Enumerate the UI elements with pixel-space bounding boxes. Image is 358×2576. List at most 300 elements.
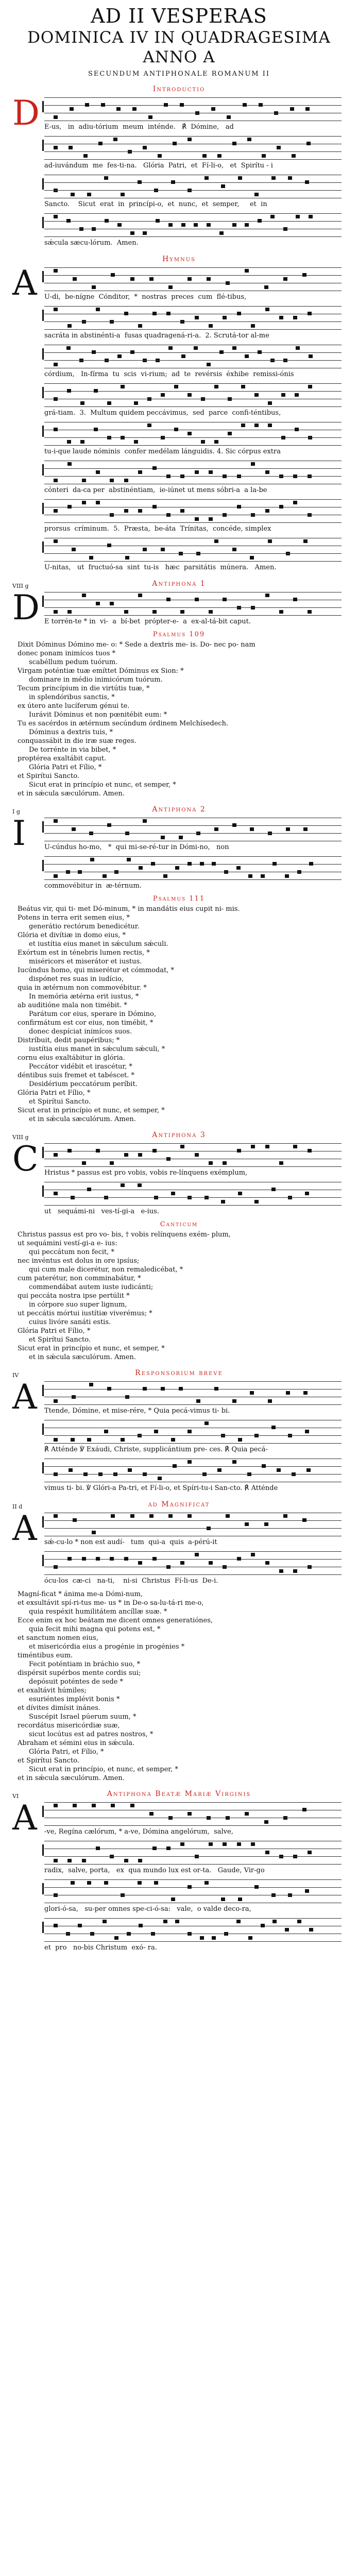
neume: [302, 1518, 306, 1522]
neume: [54, 874, 58, 878]
neume: [175, 1920, 179, 1923]
neume: [283, 1514, 287, 1518]
neume: [149, 1514, 154, 1518]
neume: [105, 219, 109, 223]
neume: [54, 269, 58, 273]
lyric-text: sǽ-cu-lo * non est audí- tum qui-a quis a-pérú-it: [44, 1538, 217, 1546]
neume: [271, 1188, 276, 1191]
neume: [67, 462, 72, 466]
neume: [168, 223, 173, 227]
mode-label: VIII g: [12, 583, 29, 589]
neume: [288, 1196, 292, 1199]
neume: [274, 111, 278, 115]
staff: [44, 306, 342, 330]
neume: [245, 1522, 249, 1526]
neume: [204, 1881, 209, 1885]
neume: [173, 1464, 177, 1468]
neume: [110, 1161, 114, 1165]
document-header: [0, 4, 358, 78]
neume: [138, 1859, 142, 1862]
neume: [202, 1472, 207, 1476]
neume: [262, 154, 266, 158]
neume: [202, 154, 207, 158]
neume: [261, 874, 265, 878]
neume: [293, 1855, 297, 1858]
psalm-verse: Magní-ficat * ánima me-a Dómi-num,: [18, 1590, 143, 1598]
lyric-text: Sancto. Sicut erat in princípi-o, et nunc, et semper, et in: [44, 200, 267, 208]
neume: [121, 1183, 125, 1187]
staff: [44, 592, 342, 616]
neume: [308, 513, 312, 517]
neume: [207, 363, 211, 366]
neume: [148, 115, 152, 119]
neume: [163, 1920, 167, 1923]
neume: [180, 1145, 184, 1148]
neume: [265, 308, 269, 311]
clef-icon: [42, 1147, 47, 1158]
neume: [195, 598, 199, 601]
clef-icon: [42, 541, 47, 553]
neume: [254, 1434, 259, 1437]
neume: [247, 1472, 251, 1476]
neume: [107, 823, 111, 827]
staff-line: [44, 1864, 342, 1865]
neume: [224, 1932, 228, 1936]
neume: [309, 215, 313, 218]
neume: [232, 548, 236, 551]
staff: [44, 1879, 342, 1904]
neume: [143, 146, 147, 149]
neume: [174, 385, 178, 388]
section-heading: Responsorium breve: [135, 1369, 223, 1377]
neume: [181, 223, 185, 227]
mode-label: II d: [12, 1503, 23, 1510]
neume: [271, 176, 276, 180]
psalm-verse: Glória Patri, et Fílio, *: [29, 1748, 104, 1756]
neume: [164, 103, 168, 107]
neume: [54, 1399, 58, 1403]
psalm-verse: et exsultávit spí-ri-tus me- us * in De-o sa-lu-tá-ri me-o,: [18, 1599, 204, 1607]
psalm-verse: Dóminus a dextris tuis, *: [29, 728, 113, 736]
neume: [125, 556, 129, 560]
neume: [71, 1438, 75, 1442]
psalm-verse: Ecce enim ex hoc beátam me dicent omnes generatiónes,: [18, 1617, 213, 1624]
neume: [196, 832, 200, 835]
neume: [179, 552, 183, 555]
initial-letter: I: [12, 814, 26, 853]
staff-line: [44, 615, 342, 616]
staff: [44, 1182, 342, 1206]
neume: [223, 1842, 227, 1846]
neume: [161, 1387, 165, 1391]
psalm-verse: quia respéxit humilitátem ancíllæ suæ. *: [29, 1608, 167, 1616]
psalm-verse: donec ponam inimícos tuos *: [18, 650, 116, 657]
neume: [96, 1846, 100, 1850]
neume: [226, 1514, 230, 1518]
neume: [98, 1472, 103, 1476]
neume: [308, 385, 312, 388]
neume: [237, 312, 241, 315]
neume: [297, 1920, 301, 1923]
staff-line: [44, 236, 342, 237]
neume: [67, 440, 71, 444]
neume: [245, 1812, 249, 1816]
neume: [54, 115, 58, 119]
neume: [251, 1553, 255, 1556]
neume: [251, 1145, 255, 1148]
neume: [166, 1565, 171, 1569]
neume: [293, 1569, 297, 1573]
neume: [149, 1812, 154, 1816]
neume: [116, 107, 121, 111]
psalm-verse: Iucúndus homo, qui miserétur et cómmodat, *: [18, 967, 175, 974]
neume: [54, 397, 58, 401]
psalm-verse: Parátum cor eius, sperare in Dómino,: [29, 1010, 156, 1018]
neume: [82, 479, 86, 482]
neume: [288, 176, 292, 180]
neume: [132, 107, 137, 111]
neume: [104, 1881, 108, 1885]
neume: [104, 176, 108, 180]
neume: [82, 1557, 86, 1561]
neume: [195, 1553, 199, 1556]
neume: [72, 548, 76, 551]
neume: [286, 827, 290, 831]
neume: [174, 428, 178, 431]
neume: [54, 819, 58, 823]
neume: [96, 501, 100, 504]
neume: [279, 1855, 283, 1858]
mode-label: VI: [12, 1793, 19, 1800]
psalm-verse: Tu es sacérdos in ætérnum secúndum órdinem Melchísedech.: [18, 720, 229, 727]
neume: [180, 103, 184, 107]
neume: [207, 1527, 211, 1530]
neume: [207, 277, 211, 281]
staff-line: [44, 445, 342, 446]
neume: [87, 1881, 91, 1885]
neume: [54, 189, 58, 192]
psalm-verse: cuius livóre sanáti estis.: [29, 1318, 111, 1326]
chant-line: [12, 1879, 346, 1914]
section-heading: Antiphona Beatæ Mariæ Virginis: [107, 1790, 251, 1798]
neume: [308, 474, 312, 478]
neume: [124, 312, 128, 315]
psalm-verse: et sanctum nomen eius,: [18, 1634, 98, 1642]
neume: [308, 610, 312, 614]
neume: [54, 1565, 58, 1569]
lyric-text: córdium, In-fírma tu scis vi-rium; ad te revérsis éxhibe remissi-ónis: [44, 370, 294, 378]
neume: [194, 223, 198, 227]
neume: [212, 1936, 216, 1940]
neume: [223, 316, 227, 319]
initial-letter: A: [12, 263, 37, 303]
neume: [161, 393, 165, 397]
neume: [83, 154, 88, 158]
neume: [292, 154, 296, 158]
neume: [127, 858, 131, 861]
psalm-verse: Sicut erat in princípio, et nunc, et semper, *: [29, 1766, 178, 1773]
psalm-verse: Fecit poténtiam in bráchio suo, *: [29, 1660, 141, 1668]
neume: [226, 281, 230, 285]
chant-line: [12, 1420, 346, 1454]
clef-icon: [42, 1883, 47, 1894]
neume: [110, 602, 114, 605]
clef-icon: [42, 348, 47, 360]
neume: [92, 285, 96, 289]
neume: [204, 1421, 209, 1425]
neume: [258, 350, 262, 354]
neume: [254, 1885, 259, 1889]
staff-line: [44, 1404, 342, 1405]
neume: [82, 320, 86, 324]
neume: [187, 1885, 192, 1889]
neume: [232, 1399, 236, 1403]
psalm-verse: et in sǽcula sæculórum. Amen.: [18, 1774, 125, 1782]
neume: [209, 1561, 213, 1565]
neume: [110, 1855, 114, 1858]
neume: [187, 1812, 192, 1816]
neume: [138, 470, 142, 474]
psalm-verse: ut peccátis mórtui iustítiæ viverémus; *: [18, 1310, 152, 1317]
neume: [54, 215, 58, 218]
chant-line: [12, 175, 346, 209]
psalm-verse: déntibus suis fremet et tabéscet. *: [18, 1072, 135, 1079]
psalm-verse: iustítia eius manet in sǽculum sǽculi, *: [29, 1045, 165, 1053]
staff: [44, 1841, 342, 1865]
neume: [92, 1531, 96, 1534]
neume: [187, 393, 192, 397]
section-heading: Hymnus: [162, 255, 196, 263]
chant-line: [12, 1459, 346, 1493]
neume: [158, 1477, 162, 1480]
neume: [223, 513, 227, 517]
neume: [105, 359, 109, 362]
neume: [121, 1893, 125, 1897]
neume: [96, 1557, 100, 1561]
staff-line: [44, 879, 342, 880]
neume: [268, 1399, 272, 1403]
neume: [204, 1196, 209, 1199]
neume: [71, 1881, 75, 1885]
neume: [254, 1200, 259, 1204]
neume: [194, 346, 198, 350]
neume: [251, 1842, 255, 1846]
neume: [143, 1387, 147, 1391]
neume: [85, 103, 89, 107]
lyric-text: ut sequámi-ni ves-tí-gi-a e-ius.: [44, 1208, 159, 1215]
neume: [124, 1153, 128, 1157]
neume: [258, 219, 262, 223]
neume: [228, 432, 232, 435]
chant-line: [12, 383, 346, 418]
psalm-verse: Dixit Dóminus Dómino me- o: * Sede a dextris me- is. Do- nec po- nam: [18, 641, 255, 649]
initial-letter: D: [12, 93, 40, 133]
psalm-text: [18, 905, 346, 1124]
lyric-text: et pro no-bis Christum exó- ra.: [44, 1944, 157, 1952]
neume: [101, 103, 105, 107]
staff: [44, 1143, 342, 1167]
neume: [232, 142, 236, 145]
neume: [309, 354, 313, 358]
chant-line: [12, 1918, 346, 1953]
psalm-verse: Christus passus est pro vo- bis, † vobis relínquens exém- plum,: [18, 1231, 231, 1239]
chant-line: [12, 213, 346, 248]
psalm-verse: Glória Patri et Fílio, *: [18, 1327, 91, 1335]
staff: [44, 818, 342, 842]
neume: [236, 866, 241, 870]
psalm-verse: Glória et divítiæ in domo eius, *: [18, 931, 126, 939]
neume: [134, 401, 138, 405]
neume: [251, 513, 255, 517]
clef-icon: [42, 178, 47, 190]
clef-icon: [42, 426, 47, 437]
neume: [195, 1855, 199, 1858]
staff-line: [44, 1166, 342, 1167]
page-subtitle-dominica: DOMINICA IV IN QUADRAGESIMA: [27, 28, 331, 47]
neume: [154, 1881, 158, 1885]
neume: [187, 1932, 192, 1936]
staff: [44, 136, 342, 160]
staff: [44, 1420, 342, 1444]
neume: [187, 432, 192, 435]
neume: [195, 111, 199, 115]
neume: [71, 1196, 75, 1199]
neume: [113, 1472, 117, 1476]
neume: [196, 552, 200, 555]
neume: [151, 862, 155, 866]
neume: [54, 1804, 58, 1807]
neume: [281, 393, 285, 397]
neume: [305, 180, 309, 184]
neume: [94, 389, 98, 393]
neume: [143, 359, 147, 362]
neume: [265, 1145, 269, 1148]
neume: [209, 1161, 213, 1165]
neume: [124, 509, 128, 513]
clef-icon: [42, 860, 47, 871]
staff-line: [44, 561, 342, 562]
neume: [293, 1145, 297, 1148]
staff: [44, 1918, 342, 1942]
neume: [187, 1430, 192, 1433]
psalm-reference: Psalmus 111: [152, 895, 206, 903]
neume: [103, 874, 107, 878]
neume: [54, 1153, 58, 1157]
neume: [227, 115, 231, 119]
psalm-verse: Exórtum est in ténebris lumen rectis, *: [18, 949, 150, 957]
neume: [67, 505, 72, 509]
neume: [187, 862, 192, 866]
clef-icon: [42, 1922, 47, 1933]
neume: [232, 346, 236, 350]
neume: [223, 598, 227, 601]
chant-line: [12, 345, 346, 379]
page-subtitle-anno: ANNO A: [143, 48, 215, 66]
psalm-verse: dispérsit supérbos mente cordis sui;: [18, 1669, 141, 1677]
neume: [138, 509, 142, 513]
neume: [200, 862, 204, 866]
neume: [104, 1430, 108, 1433]
psalm-verse: qui peccáta nostra ipse pertúlit *: [18, 1292, 130, 1300]
neume: [214, 827, 218, 831]
neume: [187, 138, 192, 141]
neume: [226, 1816, 230, 1820]
neume: [209, 1842, 213, 1846]
neume: [89, 556, 93, 560]
neume: [110, 1557, 114, 1561]
clef-icon: [42, 503, 47, 514]
neume: [152, 610, 157, 614]
psalm-verse: et in sǽcula sæculórum. Amen.: [29, 1353, 136, 1361]
neume: [283, 227, 287, 231]
neume: [107, 544, 111, 547]
staff: [44, 499, 342, 523]
neume: [147, 423, 151, 427]
lyric-text: glori-ó-sa, su-per omnes spe-ci-ó-sa: vale, o valde deco-ra,: [44, 1905, 251, 1913]
neume: [237, 505, 241, 509]
lyric-text: E torrén-te * in vi- a bí-bet própter-e- a ex-al-tá-bit caput.: [44, 618, 251, 625]
clef-icon: [42, 1462, 47, 1473]
neume: [72, 1395, 76, 1399]
neume: [308, 1565, 312, 1569]
neume: [250, 556, 254, 560]
psalm-verse: esuriéntes implévit bonis *: [29, 1696, 120, 1703]
neume: [125, 832, 129, 835]
neume: [279, 316, 283, 319]
neume: [166, 1846, 171, 1850]
neume: [297, 870, 301, 874]
neume: [110, 320, 114, 324]
initial-letter: C: [12, 1139, 39, 1179]
neume: [54, 610, 58, 614]
neume: [171, 1192, 175, 1195]
neume: [214, 440, 218, 444]
neume: [92, 350, 96, 354]
neume: [211, 107, 215, 111]
neume: [130, 231, 134, 235]
neume: [54, 1438, 58, 1442]
neume: [196, 1399, 200, 1403]
neume: [89, 832, 93, 835]
neume: [254, 423, 259, 427]
neume: [245, 223, 249, 227]
psalm-verse: commendábat autem iuste iudicánti;: [29, 1283, 154, 1291]
psalm-verse: ex útero ante lucíferum génui te.: [18, 702, 130, 710]
neume: [90, 858, 94, 861]
psalm-reference: Canticum: [160, 1221, 198, 1228]
neume: [286, 1391, 290, 1395]
neume: [254, 393, 259, 397]
neume: [152, 1557, 157, 1561]
neume: [96, 308, 100, 311]
neume: [219, 350, 224, 354]
neume: [272, 1920, 277, 1923]
neume: [187, 1460, 192, 1464]
neume: [152, 505, 157, 509]
neume: [82, 594, 86, 597]
neume: [158, 154, 162, 158]
neume: [308, 436, 312, 439]
neume: [232, 1460, 236, 1464]
neume: [180, 509, 184, 513]
neume: [223, 1565, 227, 1569]
clef-icon: [42, 821, 47, 833]
chant-line: [12, 499, 346, 534]
neume: [138, 594, 142, 597]
neume: [143, 819, 147, 823]
psalm-verse: Sicut erat in princípio et nunc, et semper, *: [18, 1345, 165, 1352]
neume: [285, 1928, 289, 1931]
